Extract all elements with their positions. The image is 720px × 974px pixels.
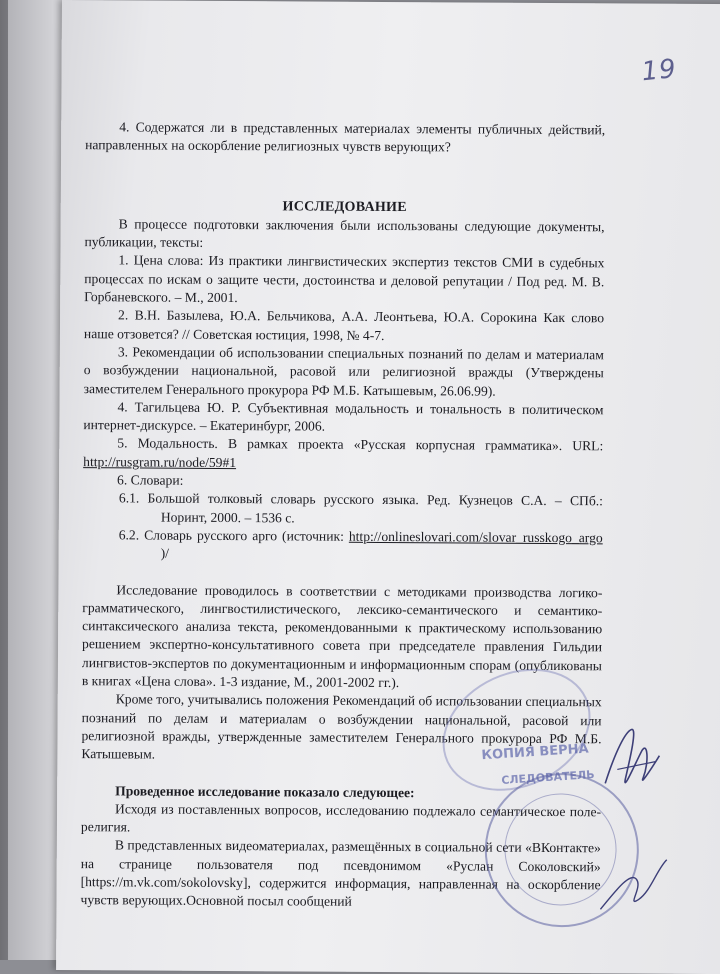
document-page — [56, 0, 720, 974]
stamp-copy-verified-text: КОПИЯ ВЕРНА — [481, 741, 590, 764]
stamp-investigator-text: СЛЕДОВАТЕЛЬ — [500, 768, 595, 787]
results-paragraph-1: Исходя из поставленных вопросов, исследованию подлежало семантическое поле-религия. — [80, 801, 602, 835]
source-6-2 — [83, 526, 603, 566]
results-heading: Проведенное исследование показало следующее: — [115, 782, 415, 800]
source-6-1: 6.1. Большой толковый словарь русского языка. Ред. Кузнецов С.А. – СПб.: Норинт, 2000. – 1536 с. — [118, 490, 603, 526]
source-6: 6. Словари: — [117, 472, 184, 488]
signature-icon — [597, 721, 667, 801]
source-6-2-link[interactable]: http://onlineslovari.com/slovar_russkogo_argo — [348, 528, 603, 546]
source-2: 2. В.Н. Базылева, Ю.А. Бельчикова, А.А. Леонтьева, Ю.А. Сорокина Как слово наше отзовется? // Советская юстиция, 1998, № 4-7. — [83, 307, 605, 343]
source-4: 4. Тагильцева Ю. Р. Субъективная модальность и тональность в политическом интернет-дискурсе. – Екатеринбург, 2006. — [83, 399, 604, 434]
handwritten-page-number: 19 — [640, 53, 679, 88]
source-5 — [83, 435, 603, 475]
source-1: 1. Цена слова: Из практики лингвистических экспертиз текстов СМИ в судебных процессах по искам о защите чести, достоинства и деловой репутации / Под ред. М. В. Горбаневского. – М., 2001. — [84, 252, 605, 306]
source-3: 3. Рекомендации об использовании специальных познаний по делам и материалам о возбуждении национальной, расовой или религиозной вражды (Утверждены заместителем Генерального прокурора РФ М.Б. Катышевым, 26.06.99). — [83, 344, 604, 399]
recommendations-paragraph: Кроме того, учитывались положения Рекомендаций об использовании специальных познаний по делам и материалам о возбуждении национальной, расовой или религиозной вражды, утвержденные заместителем Генерального прокурора РФ М.Б. Катышевым. — [81, 691, 602, 762]
source-6-2-text: 6.2. Словарь русского арго (источник: — [118, 527, 349, 544]
methodology-paragraph: Исследование проводилось в соответствии с методиками производства логико-грамматического, лингвостилистического, лексико-семантического и семантико-синтаксического анализа текста, рекомендованными к практическому использованию решением экспертно-консультативного совета при председателе правления Гильдии лингвистов-экспертов по документационным и информационным спорам (опубликованы в книгах «Цена слова». 1-3 издание, М., 2001-2002 гг.). — [81, 581, 603, 691]
section-heading: ИССЛЕДОВАНИЕ — [282, 198, 407, 215]
source-5-link[interactable]: http://rusgram.ru/node/59#1 — [83, 453, 237, 470]
results-paragraph-2: В представленных видеоматериалах, размещённых в социальной сети «ВКонтакте» на странице пользователя под псевдонимом «Руслан Соколовский» [https://m.vk.com/sokolovsky], содержится информация, направленная на оскорбление чувств верующих.Основной посыл сообщений — [80, 837, 601, 910]
source-6-2-end: )/ — [160, 545, 169, 561]
question-4: 4. Содержатся ли в представленных материалах элементы публичных действий, направленных на оскорбление религиозных чувств верующих? — [85, 119, 606, 155]
second-signature-icon — [596, 849, 676, 919]
sources-intro: В процессе подготовки заключения были использованы следующие документы, публикации, тексты: — [84, 216, 605, 251]
source-5-text: 5. Модальность. В рамках проекта «Русская корпусная грамматика». URL: — [117, 435, 604, 454]
